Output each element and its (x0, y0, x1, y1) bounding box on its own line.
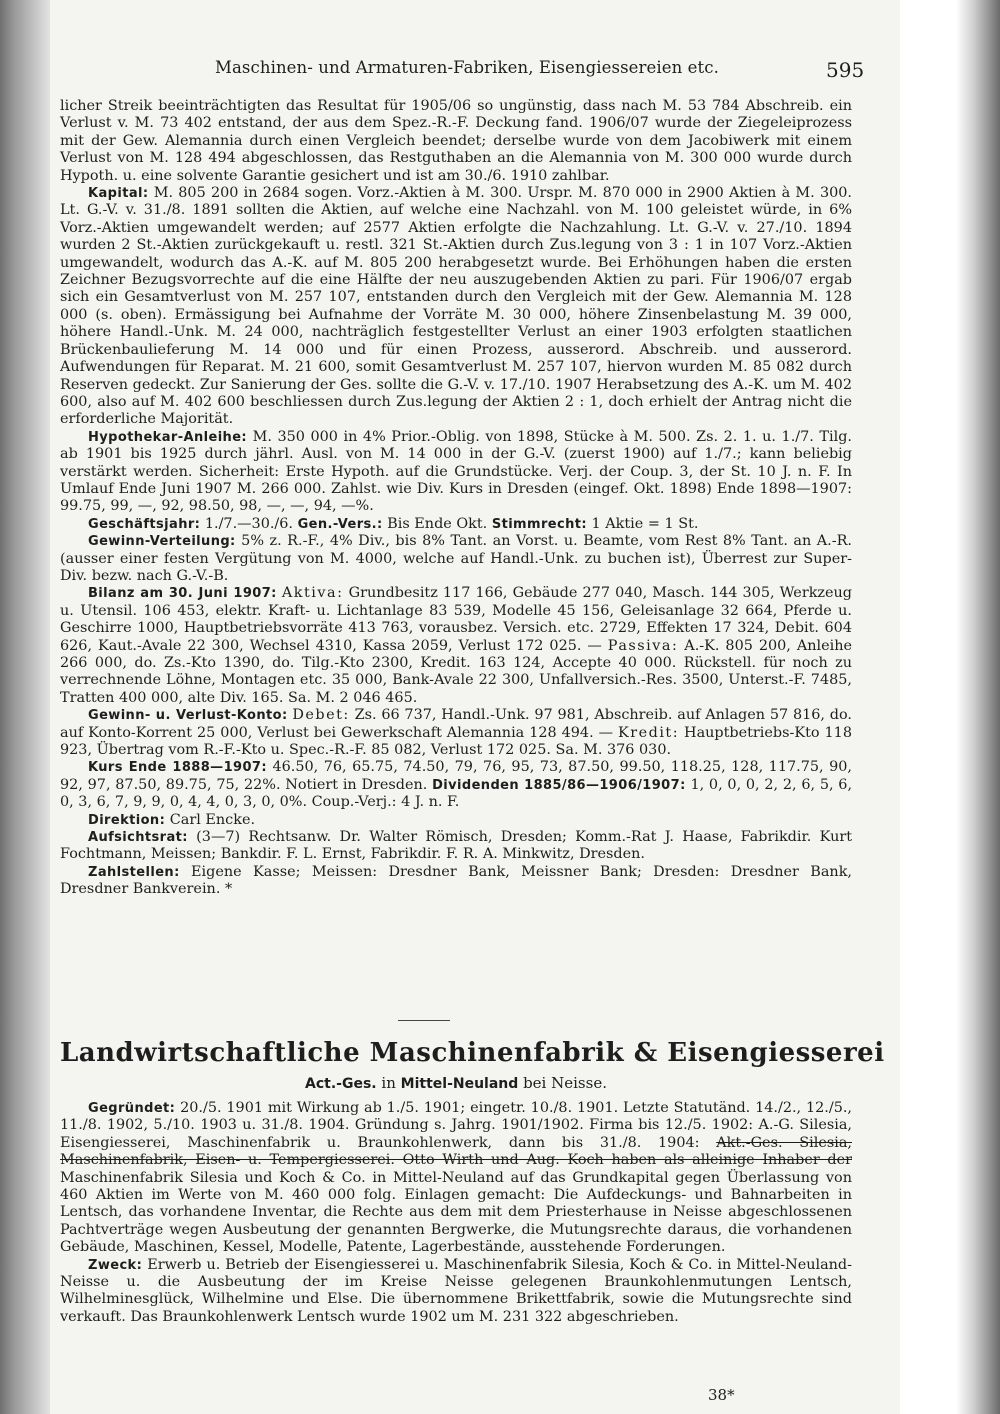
bilanz-label: Bilanz am 30. Juni 1907: (88, 586, 277, 602)
direktion-paragraph (60, 812, 852, 829)
bilanz-aktiva-text: Grundbesitz 117 166, Gebäude 277 040, Masch. 144 305, Werkzeug u. Utensil. 106 453, elektr. Kraft- u. Lichtanlage 83 539, Modelle 45 156, Geleisanlage 32 664, Pferde u. Geschirre 1000, Hauptbetriebsvorräte 413 763, vorausbez. Versich. etc. 2729, Effekten 17 324, Debit. 604 626, Kaut.-Avale 22 300, Wechsel 4310, Kassa 2059, Verlust 172 025. (60, 585, 852, 654)
geschaeftsjahr-text: 1./7.—30./6. (204, 515, 294, 532)
genvers-text: Bis Ende Okt. (387, 515, 488, 532)
company-title: Landwirtschaftliche Maschinenfabrik & Eisengiesserei (60, 1038, 885, 1068)
hypothek-label: Hypothekar-Anleihe: (88, 429, 248, 445)
dividenden-label: Dividenden 1885/86—1906/1907: (432, 777, 686, 793)
zweck-label: Zweck: (88, 1257, 143, 1273)
section-divider (398, 1020, 450, 1021)
page-edge-shadow (956, 0, 1000, 1414)
hypothek-text: M. 350 000 in 4% Prior.-Oblig. von 1898, Stücke à M. 500. Zs. 2. 1. u. 1./7. Tilg. ab 1901 bis 1925 durch jährl. Ausl. von M. 14 000 in der G.-V. (zuerst 1900) auf 1./7.; kann beliebig verstärkt werden. Sicherheit: Erste Hypoth. auf die Grundstücke. Verj. der Coup. 3, der St. 10 J. n. F. In Umlauf Ende Juni 1907 M. 266 000. Zahlst. wie Div. Kurs in Dresden (eingef. Okt. 1898) Ende 1898—1907: 99.75, 99, —, 92, 98.50, 98, —, —, 94, —%. (60, 428, 853, 515)
gegruendet-label: Gegründet: (88, 1101, 176, 1116)
company-legal-form: Act.-Ges. (305, 1076, 377, 1092)
signature-mark: 38* (708, 1386, 735, 1404)
guv-debet-label: Debet: (292, 707, 350, 724)
running-header: Maschinen- und Armaturen-Fabriken, Eisengiessereien etc. (215, 58, 719, 77)
aufsichtsrat-label: Aufsichtsrat: (88, 830, 188, 846)
gegruendet-text: 20./5. 1901 mit Wirkung ab 1./5. 1901; eingetr. 10./8. 1901. Letzte Statutänd. 14./2., 12./5., 11./8. 1902, 5./10. 1903 u. 31./8. 1904. Gründung s. Jahrg. 1901/1902. Firma bis 12./5. 1902: A.-G. Silesia, Eisengiesserei, Maschinenfabrik u. Braunkohlenwerk, dann bis 31./8. 1904: (60, 1100, 852, 1151)
stimmrecht-label: Stimmrecht: (491, 516, 587, 532)
bilanz-paragraph: Bilanz am 30. Juni 1907: Aktiva: Grundbesitz 117 166, Gebäude 277 040, Masch. 144 305, Werkzeug u. Utensil. 106 453, elektr. Kraft- u. Lichtanlage 83 539, Modelle 45 156, Geleisanlage 32 664, Pferde u. Geschirre 1000, Hauptbetriebsvorräte 413 763, vorausbez. Versich. etc. 2729, Effekten 17 324, Debit. 604 626, Kaut.-Avale 22 300, Wechsel 4310, Kassa 2059, Verlust 172 025. — Passiva: A.-K. 805 200, Anleihe 266 000, do. Zs.-Kto 1390, do. Tilg.-Kto 2300, Kredit. 163 124, Accepte 40 000. Rückstell. für noch zu verrechnende Löhne, Montagen etc. 35 000, Bank-Avale 22 300, Unfallversich.-Res. 3500, Unterst.-F. 7485, Tratten 400 000, alte Div. 165. Sa. M. 2 046 465. (60, 585, 852, 706)
company-entry-new (60, 1100, 852, 1326)
guv-label: Gewinn- u. Verlust-Konto: (88, 708, 288, 724)
guv-paragraph (60, 707, 852, 759)
stimmrecht-text: 1 Aktie = 1 St. (591, 515, 699, 532)
page-number: 595 (826, 58, 865, 82)
gegruendet-paragraph (60, 1100, 852, 1257)
company-subtitle (60, 1074, 852, 1092)
zweck-paragraph (60, 1257, 852, 1327)
kapital-label: Kapital: (88, 186, 149, 202)
zahlstellen-text: Eigene Kasse; Meissen: Dresdner Bank, Meissner Bank; Dresden: Dresdner Bank, Dresdner Bankverein. * (60, 863, 852, 898)
company-subtitle-in: in (381, 1074, 396, 1092)
gewinn-verteilung-label: Gewinn-Verteilung: (88, 534, 236, 550)
company-entry-continued (60, 98, 852, 899)
guv-kredit-label: Kredit: (617, 724, 680, 741)
geschaeftsjahr-paragraph (60, 516, 852, 533)
kurs-text: 46.50, 76, 65.75, 74.50, 79, 76, 95, 73, 87.50, 99.50, 118.25, 128, 117.75, 90, 92, 97, 87.50, 89.75, 75, 22%. Notiert in Dresden. (60, 759, 852, 793)
kurs-paragraph (60, 759, 852, 811)
dividenden-text: 1, 0, 0, 0, 2, 2, 6, 5, 6, 0, 3, 6, 7, 9, 9, 0, 4, 4, 0, 3, 0, 0%. Coup.-Verj.: 4 J. n. F. (60, 776, 853, 811)
gegruendet-rest-text: Maschinenfabrik Silesia und Koch & Co. in Mittel-Neuland auf das Grundkapital gegen Überlassung von 460 Aktien im Werte von M. 460 000 folg. Einlagen gemacht: Die Aufdeckungs- und Bahnarbeiten in Lentsch, das vorhandene Inventar, die Rechte aus dem mit dem Priesterhause in Neisse abgeschlossenen Pachtverträge wegen Ausbeutung der genannten Bergwerke, die Mutungsrechte daraus, die vorhandenen Gebäude, Maschinen, Kessel, Modelle, Patente, Lagerbestände, ausstehende Forderungen. (60, 1169, 852, 1256)
bilanz-passiva-text: A.-K. 805 200, Anleihe 266 000, do. Zs.-Kto 1390, do. Tilg.-Kto 2300, Kredit. 163 124, Accepte 40 000. Rückstell. für noch zu verrechnende Löhne, Montagen etc. 35 000, Bank-Avale 22 300, Unfallversich.-Res. 3500, Unterst.-F. 7485, Tratten 400 000, alte Div. 165. Sa. M. 2 046 465. (60, 637, 852, 706)
kurs-label: Kurs Ende 1888—1907: (88, 760, 267, 776)
direktion-label: Direktion: (88, 812, 166, 828)
aufsichtsrat-paragraph (60, 829, 852, 864)
aufsichtsrat-text: (3—7) Rechtsanw. Dr. Walter Römisch, Dresden; Komm.-Rat J. Haase, Fabrikdir. Kurt Fochtmann, Meissen; Bankdir. F. L. Ernst, Fabrikdir. F. R. A. Minkwitz, Dresden. (60, 829, 852, 863)
geschaeftsjahr-label: Geschäftsjahr: (88, 516, 201, 532)
bilanz-passiva-label: Passiva: (607, 637, 679, 654)
genvers-label: Gen.-Vers.: (297, 516, 383, 532)
kapital-paragraph (60, 185, 852, 429)
zahlstellen-paragraph (60, 864, 852, 899)
company-subtitle-suffix: bei Neisse. (523, 1074, 607, 1092)
zweck-text: Erwerb u. Betrieb der Eisengiesserei u. Maschinenfabrik Silesia, Koch & Co. in Mittel-Neuland-Neisse u. die Ausbeutung der im Kreise Neisse gelegenen Braunkohlenmutungen Lentsch, Wilhelminesglück, Wilhelmine und Else. Die übernommene Brikettfabrik, sowie die Mutungsrechte sind verkauft. Das Braunkohlenwerk Lentsch wurde 1902 um M. 231 322 abgeschrieben. (60, 1256, 853, 1325)
guv-kredit-text: Hauptbetriebs-Kto 118 923, Übertrag vom R.-F.-Kto u. Spec.-R.-F. 85 082, Verlust 172 025. Sa. M. 376 030. (60, 724, 852, 759)
gewinn-verteilung-text: 5% z. R.-F., 4% Div., bis 8% Tant. an Vorst. u. Beamte, vom Rest 8% Tant. an A.-R. (ausser einer festen Vergütung von M. 4000, welche auf Handl.-Unk. zu buchen ist), Überrest zur Super-Div. bezw. nach G.-V.-B. (60, 533, 853, 584)
guv-debet-text: Zs. 66 737, Handl.-Unk. 97 981, Abschreib. auf Anlagen 57 816, do. auf Konto-Korrent 25 000, Verlust bei Gewerkschaft Alemannia 128 494. — (60, 707, 852, 741)
hypothek-paragraph (60, 429, 852, 516)
zahlstellen-label: Zahlstellen: (88, 864, 180, 880)
gegruendet-struck-text: Akt.-Ges. Silesia, Maschinenfabrik, Eisen- u. Tempergiesserei. Otto Wirth und Aug. Koch haben als alleinige Inhaber der (60, 1134, 852, 1169)
bilanz-aktiva-label: Aktiva: (281, 585, 344, 602)
intro-paragraph: licher Streik beeinträchtigten das Resultat für 1905/06 so ungünstig, dass nach M. 53 784 Abschreib. ein Verlust v. M. 73 402 entstand, der aus dem Spez.-R.-F. Deckung fand. 1906/07 wurde der Ziegeleiprozess mit der Gew. Alemannia durch einen Vergleich beendet; derselbe wurde von dem Jacobiwerk mit einem Verlust von M. 128 494 abgeschlossen, das Restguthaben an die Alemannia von M. 300 000 wurde durch Hypoth. u. eine solvente Garantie gesichert und ist am 30./6. 1910 zahlbar. (60, 98, 852, 184)
kapital-text: M. 805 200 in 2684 sogen. Vorz.-Aktien à M. 300. Urspr. M. 870 000 in 2900 Aktien à M. 300. Lt. G.-V. v. 31./8. 1891 sollten die Aktien, auf welche eine Nachzahl. von M. 100 geleistet würde, in 6% Vorz.-Aktien umgewandelt werden; auf 2577 Aktien erfolgte die Nachzahlung. Lt. G.-V. v. 27./10. 1894 wurden 2 St.-Aktien zurückgekauft u. restl. 321 St.-Aktien durch Zus.legung von 3 : 1 in 107 Vorz.-Aktien umgewandelt, wodurch das A.-K. auf M. 805 200 herabgesetzt wurde. Bei Erhöhungen haben die ersten Zeichner Bezugsvorrechte auf die eine Hälfte der neu auszugebenden Aktien zu pari. Für 1906/07 ergab sich ein Gesamtverlust von M. 257 107, entstanden durch den Vergleich mit der Gew. Alemannia M. 128 000 (s. oben). Ermässigung bei Aufnahme der Vorräte M. 30 000, höhere Zinsenbelastung M. 39 000, höhere Handl.-Unk. M. 24 000, nachträglich festgestellter Verlust an einer 1903 erfolgten staatlichen Brückenbaulieferung M. 14 000 und für einen Prozess, ausserord. Abschreib. und ausserord. Aufwendungen für Reparat. M. 21 600, somit Gesamtverlust M. 257 107, hiervon wurden M. 85 082 durch Reserven gedeckt. Zur Sanierung der Ges. sollte die G.-V. v. 17./10. 1907 Herabsetzung des A.-K. um M. 402 600, also auf M. 402 600 beschliessen durch Zus.legung der Aktien 2 : 1, doch erhielt der Antrag nicht die erforderliche Majorität. (60, 185, 852, 428)
direktion-text: Carl Encke. (169, 811, 256, 828)
gewinn-verteilung-paragraph (60, 533, 852, 585)
company-location: Mittel-Neuland (400, 1076, 519, 1092)
